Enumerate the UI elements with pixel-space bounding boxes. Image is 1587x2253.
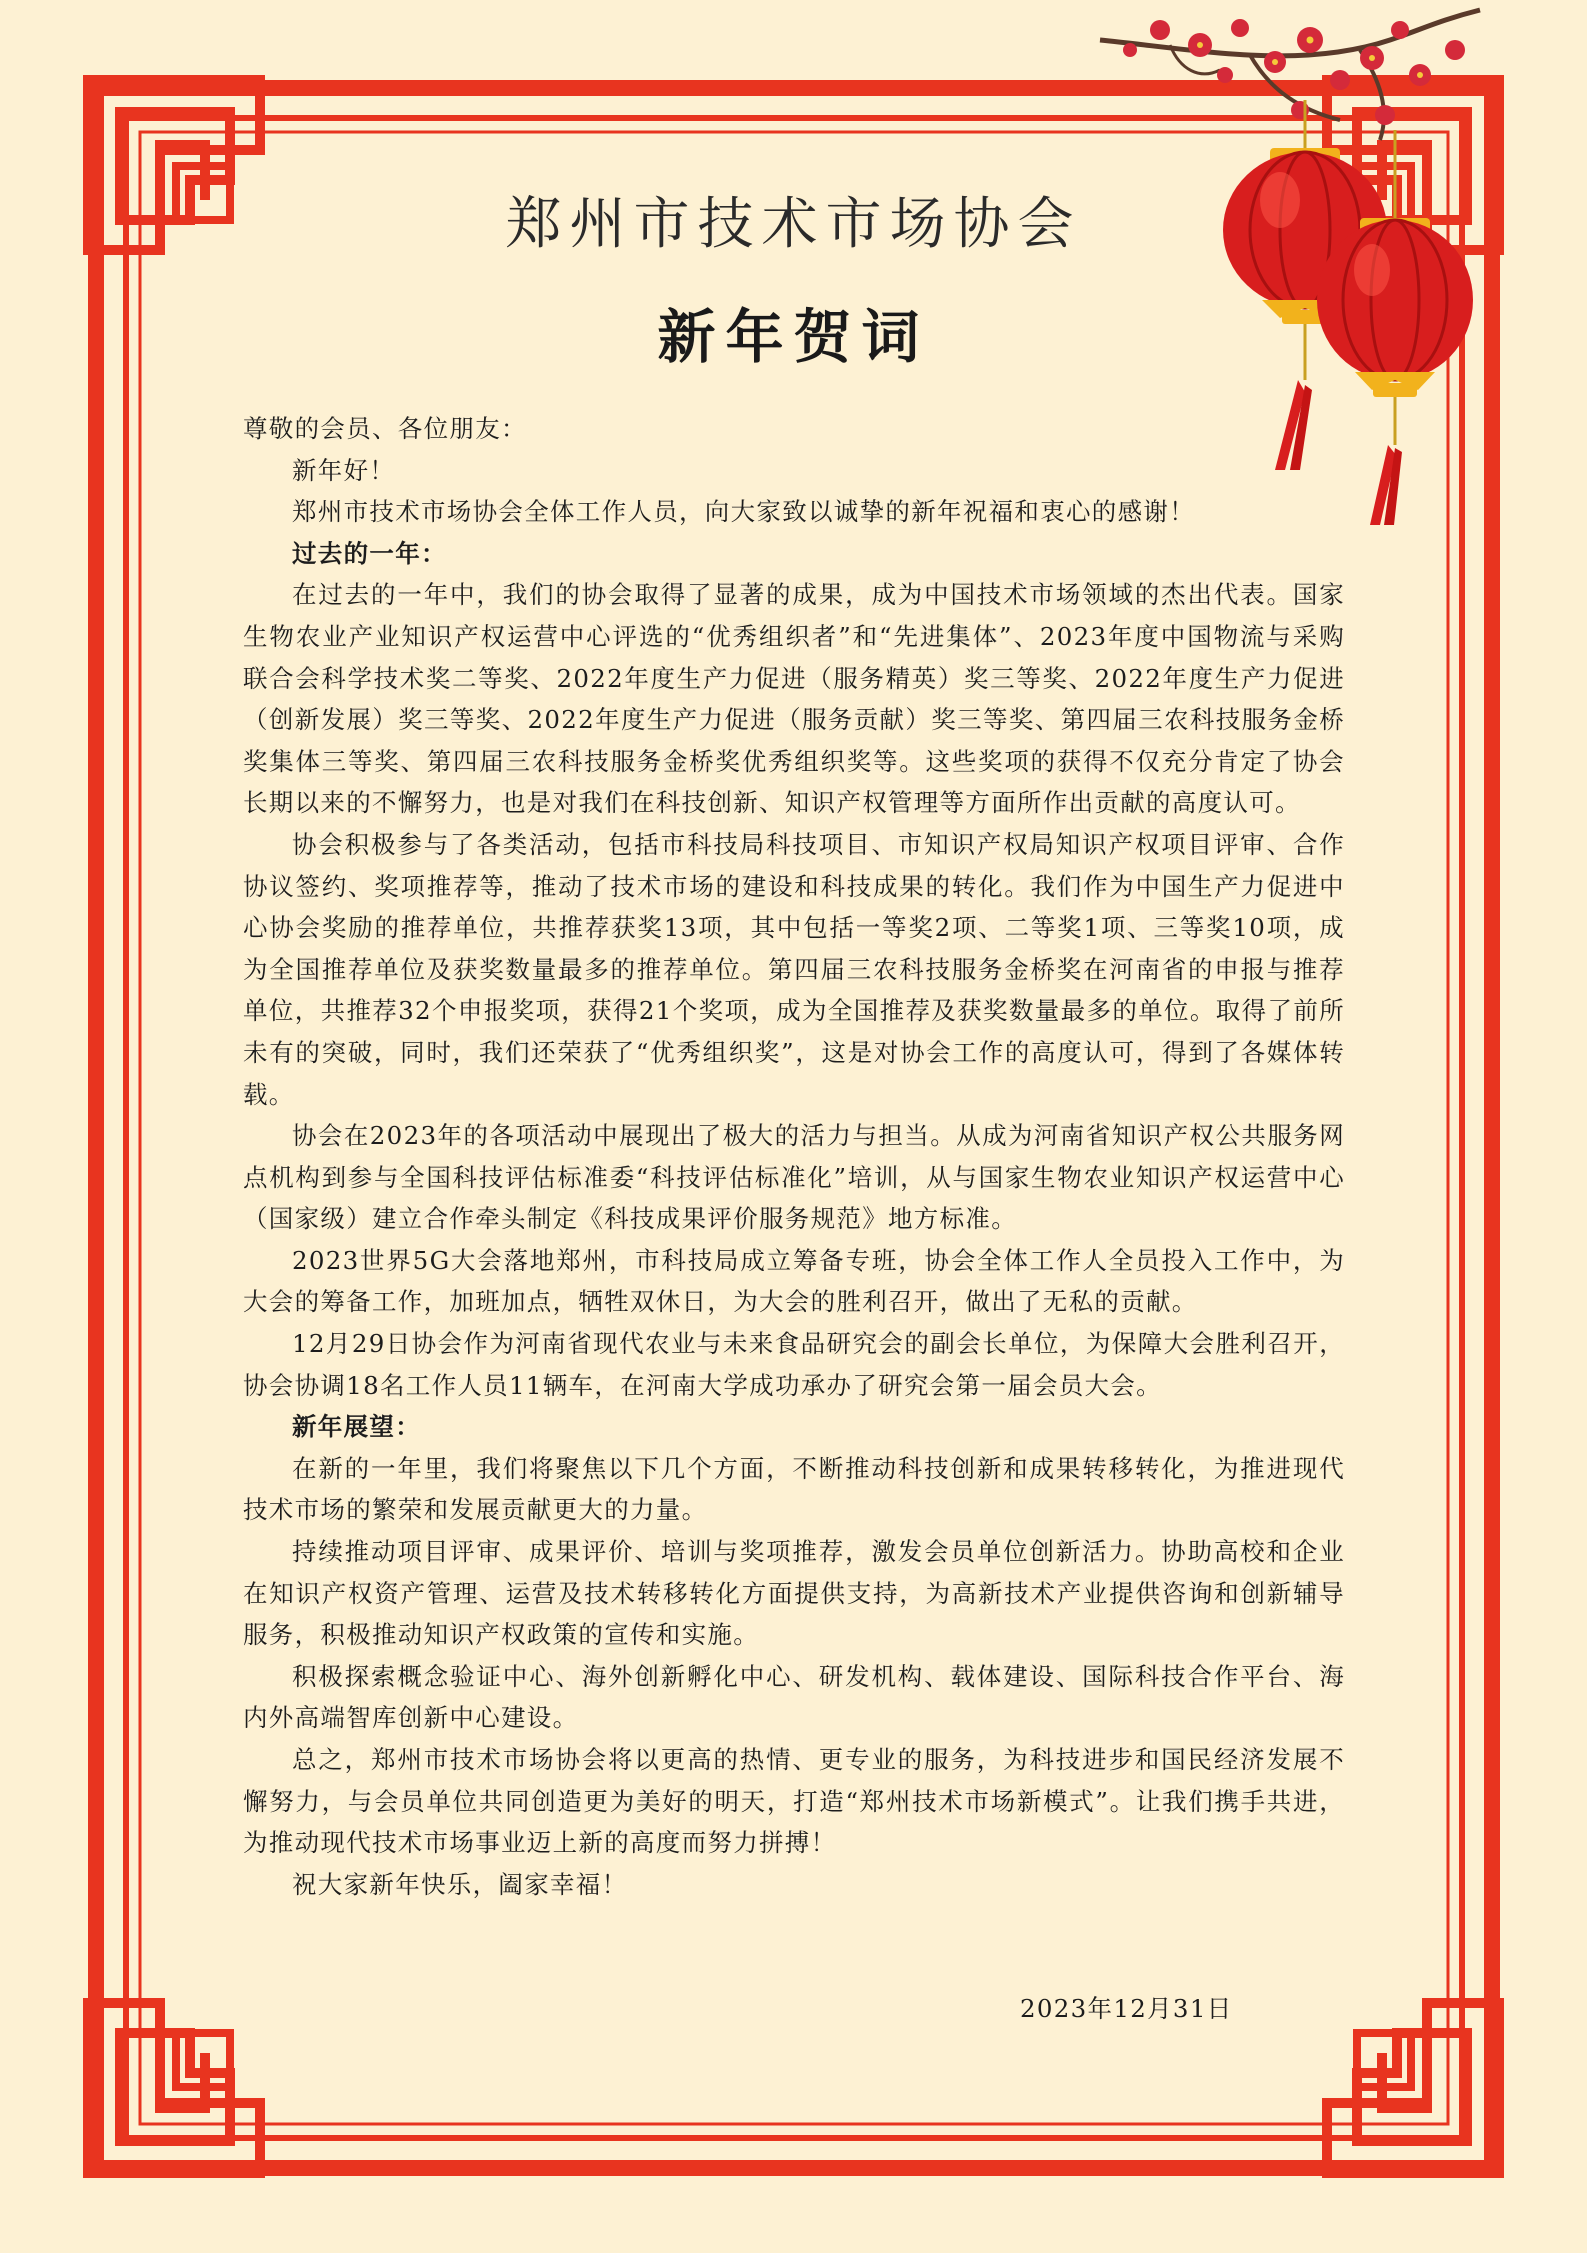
- paragraph: 12月29日协会作为河南省现代农业与未来食品研究会的副会长单位，为保障大会胜利召开，协会协调18名工作人员11辆车，在河南大学成功承办了研究会第一届会员大会。: [243, 1329, 1345, 1400]
- paragraph: 持续推动项目评审、成果评价、培训与奖项推荐，激发会员单位创新活力。协助高校和企业在知识产权资产管理、运营及技术转移转化方面提供支持，为高新技术产业提供咨询和创新辅导服务，积极推动知识产权政策的宣传和实施。: [243, 1537, 1345, 1650]
- section-heading-past: 过去的一年：: [292, 538, 447, 568]
- paragraph: 2023世界5G大会落地郑州，市科技局成立筹备专班，协会全体工作人全员投入工作中，为大会的筹备工作，加班加点，牺牲双休日，为大会的胜利召开，做出了无私的贡献。: [243, 1245, 1345, 1317]
- letter-date: 2023年12月31日: [1020, 1994, 1233, 2023]
- section-heading-future: 新年展望：: [292, 1412, 421, 1442]
- thanks-paragraph: 郑州市技术市场协会全体工作人员，向大家致以诚挚的新年祝福和衷心的感谢！: [292, 497, 1195, 527]
- paragraph: 协会在2023年的各项活动中展现出了极大的活力与担当。从成为河南省知识产权公共服务网点机构到参与全国科技评估标准委“科技评估标准化”培训，从与国家生物农业知识产权运营中心（国家级）建立合作牵头制定《科技成果评价服务规范》地方标准。: [243, 1121, 1345, 1234]
- greeting: 新年好！: [292, 455, 396, 485]
- page-subtitle: 新年贺词: [657, 303, 930, 371]
- letter-body: [243, 408, 1345, 1905]
- plum-branch-icon: [1100, 10, 1480, 140]
- paragraph: 积极探索概念验证中心、海外创新孵化中心、研发机构、载体建设、国际科技合作平台、海内外高端智库创新中心建设。: [243, 1661, 1345, 1733]
- paragraph: 在过去的一年中，我们的协会取得了显著的成果，成为中国技术市场领域的杰出代表。国家生物农业产业知识产权运营中心评选的“优秀组织者”和“先进集体”、2023年度中国物流与采购联合会科学技术奖二等奖、2022年度生产力促进（服务精英）奖三等奖、2022年度生产力促进（创新发展）奖三等奖、2022年度生产力促进（服务贡献）奖三等奖、第四届三农科技服务金桥奖集体三等奖、第四届三农科技服务金桥奖优秀组织奖等。这些奖项的获得不仅充分肯定了协会长期以来的不懈努力，也是对我们在科技创新、知识产权管理等方面所作出贡献的高度认可。: [243, 580, 1345, 818]
- paragraph: 总之，郑州市技术市场协会将以更高的热情、更专业的服务，为科技进步和国民经济发展不懈努力，与会员单位共同创造更为美好的明天，打造“郑州技术市场新模式”。让我们携手共进，为推动现代技术市场事业迈上新的高度而努力拼搏！: [243, 1745, 1345, 1858]
- salutation: 尊敬的会员、各位朋友：: [243, 414, 527, 443]
- paragraph: 协会积极参与了各类活动，包括市科技局科技项目、市知识产权局知识产权项目评审、合作协议签约、奖项推荐等，推动了技术市场的建设和科技成果的转化。我们作为中国生产力促进中心协会奖励的推荐单位，共推荐获奖13项，其中包括一等奖2项、二等奖1项、三等奖10项，成为全国推荐单位及获奖数量最多的推荐单位。第四届三农科技服务金桥奖在河南省的申报与推荐单位，共推荐32个申报奖项，获得21个奖项，成为全国推荐及获奖数量最多的单位。取得了前所未有的突破，同时，我们还荣获了“优秀组织奖”，这是对协会工作的高度认可，得到了各媒体转载。: [243, 829, 1345, 1109]
- paragraph: 在新的一年里，我们将聚焦以下几个方面，不断推动科技创新和成果转移转化，为推进现代技术市场的繁荣和发展贡献更大的力量。: [243, 1453, 1345, 1525]
- closing-wish: 祝大家新年快乐，阖家幸福！: [292, 1869, 628, 1899]
- page-title: 郑州市技术市场协会: [505, 192, 1082, 257]
